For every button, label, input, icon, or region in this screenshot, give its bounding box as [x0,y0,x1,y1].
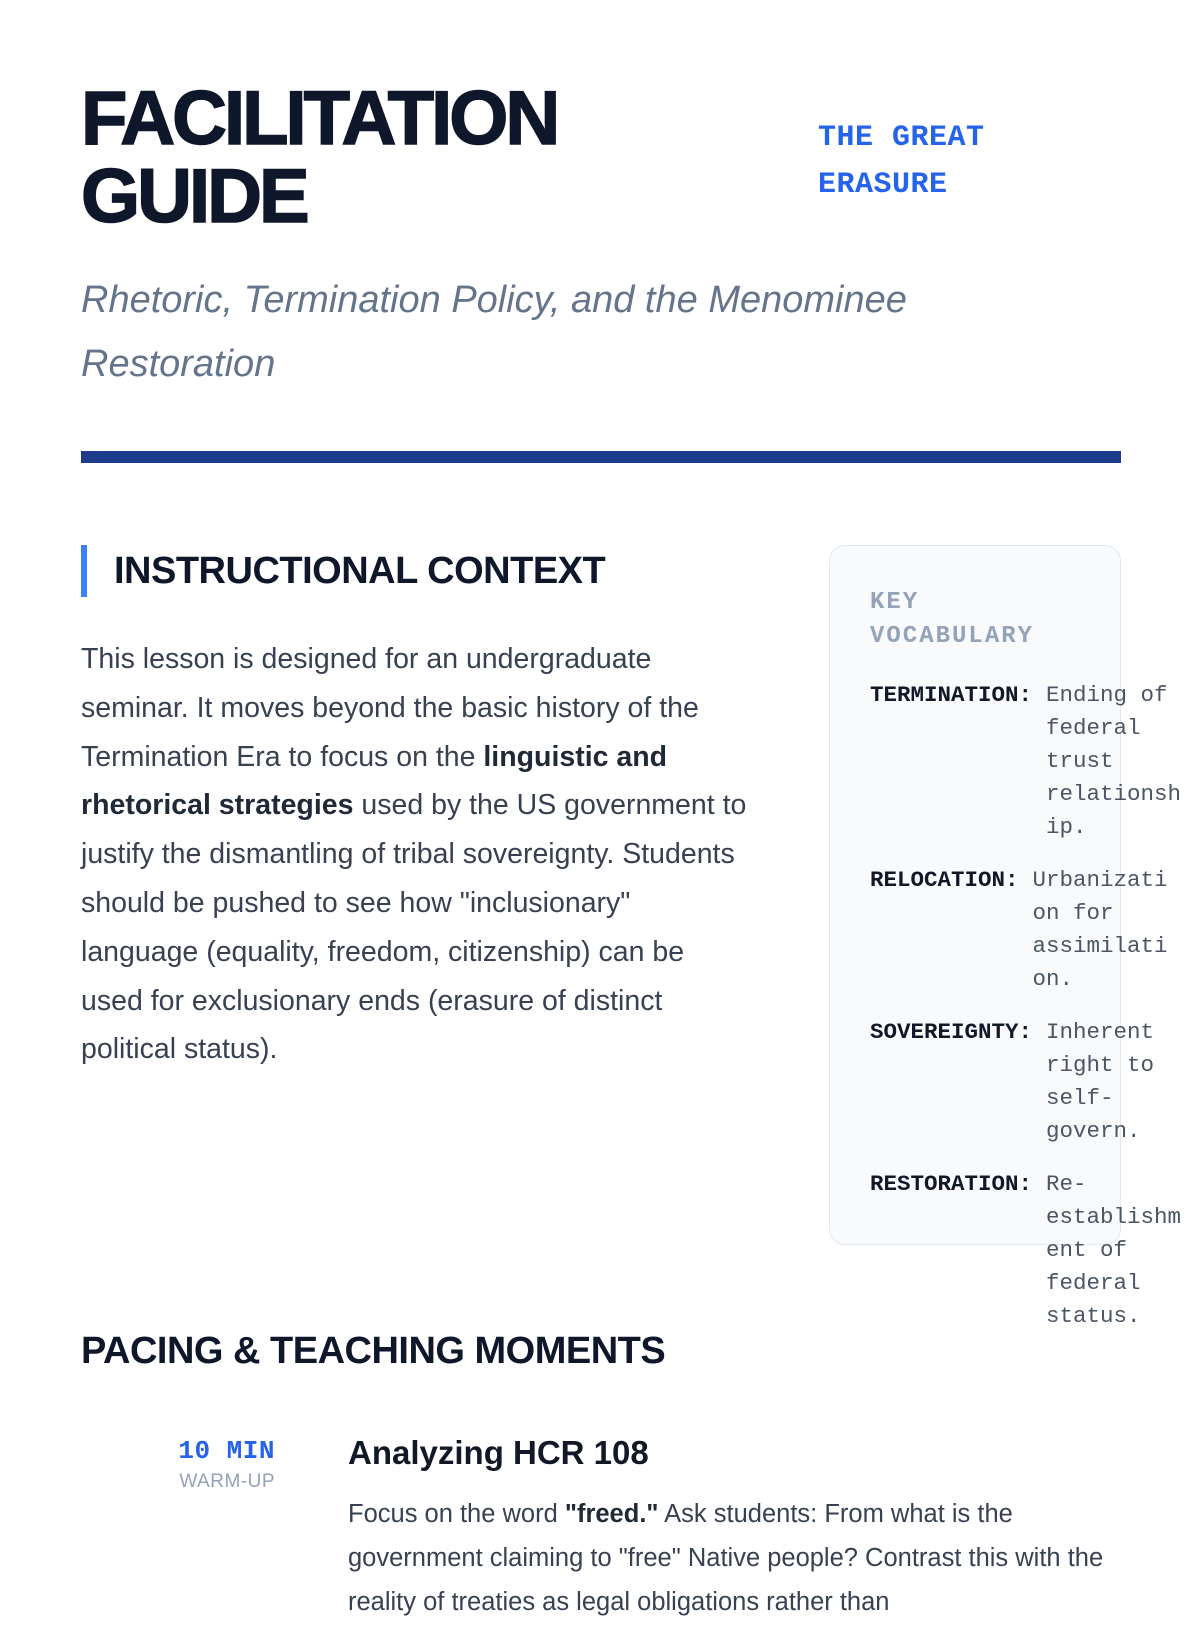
moment-title: Analyzing HCR 108 [348,1434,649,1471]
header-divider [81,451,1121,463]
pacing-heading: PACING & TEACHING MOMENTS [81,1330,666,1372]
moment-description [348,1492,1118,1624]
vocabulary-term: SOVEREIGNTY: [870,1019,1033,1045]
context-heading-text: INSTRUCTIONAL CONTEXT [114,550,606,592]
page-subtitle: Rhetoric, Termination Policy, and the Menominee Restoration [81,279,907,385]
context-emphasis: linguistic and rhetorical strategies [81,740,668,822]
context-text-1: This lesson is designed for an undergraduate seminar. It moves beyond the basic history of the Termination Era to focus on the [81,643,699,773]
series-tag [818,115,1048,209]
vocabulary-definition: Urbanization for assimilation. [1032,867,1168,992]
vocabulary-title: KEY VOCABULARY [870,589,1035,650]
key-vocabulary-card [829,545,1182,1329]
vocabulary-list [870,679,1182,1333]
vocabulary-term: RESTORATION: [870,1171,1033,1197]
title-line-2: GUIDE [81,154,307,239]
moment-duration: 10 MIN [178,1436,275,1466]
pacing-section [81,1325,1121,1616]
context-heading [81,545,751,597]
teaching-moment [81,1435,1121,1635]
instructional-context-section [81,545,751,1074]
moment-content [348,1435,1118,1624]
guide-header [81,0,1121,440]
title-line-1: FACILITATION [81,76,558,161]
context-paragraph [81,635,751,1074]
vocabulary-item [870,1168,1182,1333]
moment-text-1: Focus on the word [348,1500,565,1528]
context-text-2: used by the US government to justify the dismantling of tribal sovereignty. Students should be pushed to see how "inclusionary" language (equality, freedom, citizenship) can be used for exclusionary ends (erasure of distinct political status). [81,789,747,1066]
moment-emphasis: "freed." [564,1500,659,1528]
vocabulary-term: TERMINATION: [870,682,1033,708]
vocabulary-item [870,864,1168,996]
heading-accent-bar [81,545,87,597]
vocabulary-definition: Inherent right to self-govern. [1046,1019,1155,1144]
series-tag-line-2: ERASURE [818,168,948,202]
vocabulary-definition: Ending of federal trust relationship. [1046,682,1182,840]
moment-timing [135,1435,275,1497]
moment-text-2: Ask students: From what is the government claiming to "free" Native people? Contrast this with the reality of treaties as legal obligations rather than [348,1500,1104,1616]
vocabulary-item [870,679,1182,844]
series-tag-line-1: THE GREAT [818,121,985,155]
vocabulary-item [870,1016,1155,1148]
page-title [81,76,721,239]
vocabulary-term: RELOCATION: [870,867,1019,893]
vocabulary-definition: Re-establishment of federal status. [1046,1171,1182,1329]
facilitation-guide-page [81,0,1182,1616]
moment-phase: WARM-UP [179,1471,275,1492]
